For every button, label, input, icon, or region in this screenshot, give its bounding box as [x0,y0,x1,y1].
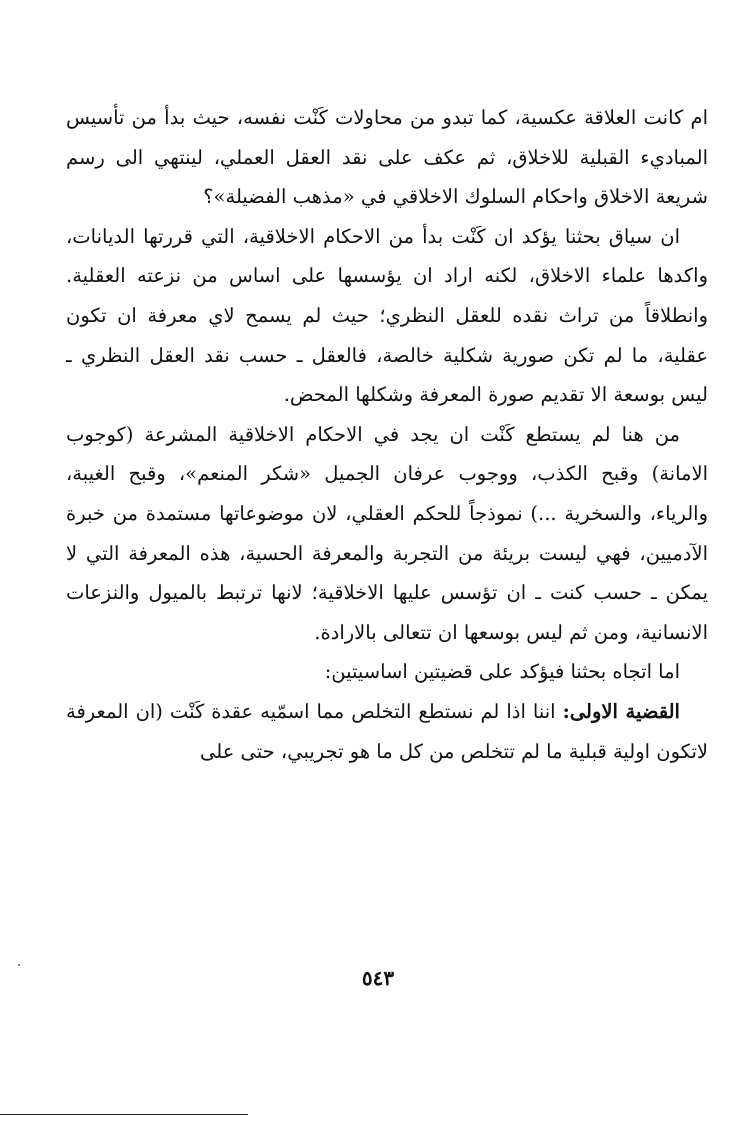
body-text [66,98,708,771]
paragraph-1-text: ام كانت العلاقة عكسية، كما تبدو من محاولات كَنْت نفسه، حيث بدأ من تأسيس المباديء القبلية للاخلاق، ثم عكف على نقد العقل العملي، لينتهي الى رسم شريعة الاخلاق واحكام السلوك الاخلاقي في «مذهب الفضيلة»؟ [66,106,708,209]
paragraph-2 [66,217,708,415]
paragraph-5-text: اننا اذا لم نستطع التخلص مما اسمّيه عقدة كَنْت (ان المعرفة لاتكون اولية قبلية ما لم تتخلص من كل ما هو تجريبي، حتى على [66,699,708,763]
paragraph-3-text: من هنا لم يستطع كَنْت ان يجد في الاحكام الاخلاقية المشرعة (كوجوب الامانة) وقبح الكذب، ووجوب عرفان الجميل «شكر المنعم»، وقبح الغيبة، والرياء، والسخرية ...) نموذجاً للحكم العقلي، لان موضوعاتها مستمدة من خبرة الآدميين، فهي ليست بريئة من التجربة والمعرفة الحسية، هذه المعرفة التي لا يمكن ـ حسب كنت ـ ان تؤسس عليها الاخلاقية؛ لانها ترتبط بالميول والنزعات الانسانية، ومن ثم ليس بوسعها ان تتعالى بالارادة. [66,422,708,644]
scan-speck [18,964,20,966]
paragraph-4 [66,652,708,692]
paragraph-5-lead: القضية الاولى: [562,699,680,723]
page-number: ٥٤٣ [361,966,395,990]
paragraph-2-text: ان سياق بحثنا يؤكد ان كَنْت بدأ من الاحكام الاخلاقية، التي قررتها الديانات، واكدها علماء الاخلاق، لكنه اراد ان يؤسسها على اساس من نزعته العقلية. وانطلاقاً من تراث نقده للعقل النظري؛ حيث لم يسمح لاي معرفة ان تكون عقلية، ما لم تكن صورية شكلية خالصة، فالعقل ـ حسب نقد العقل النظري ـ ليس بوسعة الا تقديم صورة المعرفة وشكلها المحض. [66,224,708,407]
paragraph-5 [66,692,708,771]
paragraph-1 [66,98,708,217]
paragraph-3 [66,415,708,653]
footer-rule [0,1114,248,1115]
paragraph-4-text: اما اتجاه بحثنا فيؤكد على قضيتين اساسيتين: [324,660,680,684]
